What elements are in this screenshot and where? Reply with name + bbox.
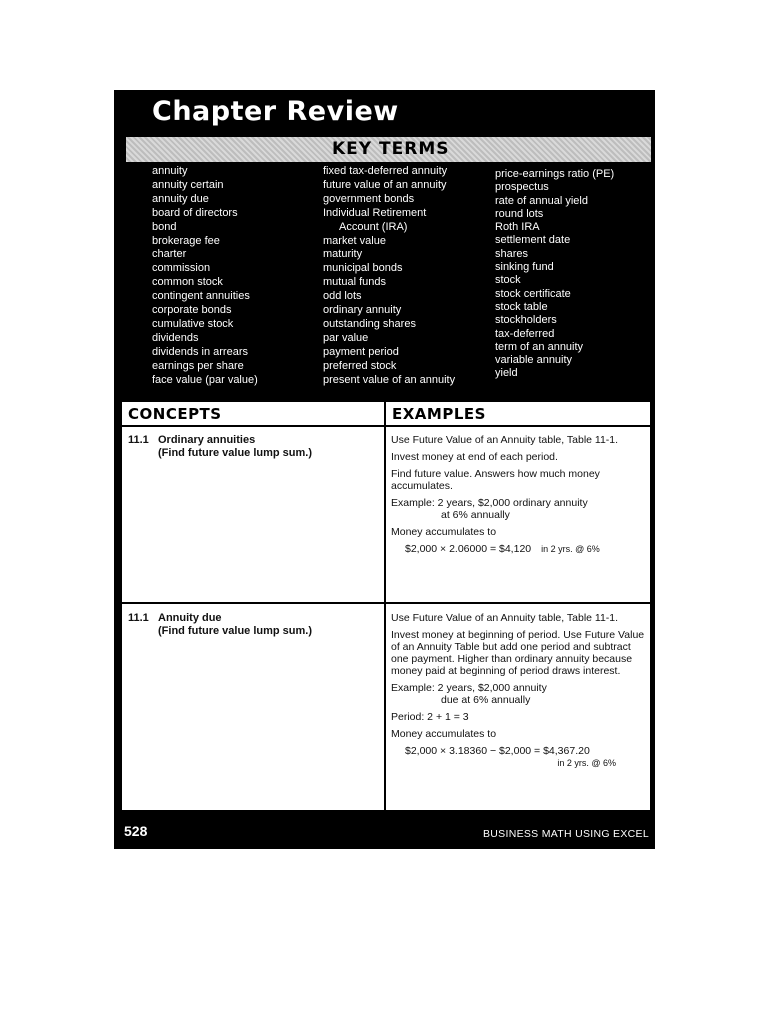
key-term: stock [495, 274, 521, 287]
concept-number: 11.1 [128, 612, 149, 624]
key-term: contingent annuities [152, 290, 250, 303]
key-term: Individual Retirement [323, 206, 427, 219]
key-term: stock table [495, 300, 548, 313]
concept-title: Ordinary annuities [158, 434, 256, 446]
key-term: market value [323, 234, 386, 247]
header-divider [122, 425, 650, 427]
concepts-examples-table [122, 402, 650, 810]
key-terms-column-3 [495, 168, 614, 381]
key-term: cumulative stock [152, 317, 234, 330]
concept-ordinary-annuities [128, 434, 312, 460]
key-term: maturity [323, 248, 363, 261]
calculation-formula: $2,000 × 2.06000 = $4,120 [405, 543, 532, 555]
key-term: stock certificate [495, 287, 571, 300]
key-term: sinking fund [495, 261, 554, 274]
example-calculation [391, 543, 646, 555]
book-title: BUSINESS MATH USING EXCEL [482, 828, 649, 840]
example-ordinary-annuities [391, 434, 646, 555]
key-term: odd lots [323, 290, 362, 303]
key-term: face value (par value) [152, 373, 258, 386]
key-term: government bonds [323, 192, 415, 205]
concepts-header: CONCEPTS [128, 405, 222, 423]
example-line: Use Future Value of an Annuity table, Table 11-1. [391, 434, 619, 446]
example-calculation: $2,000 × 3.18360 − $2,000 = $4,367.20 [405, 745, 590, 757]
key-term: prospectus [495, 181, 549, 194]
key-terms-banner [126, 137, 651, 162]
column-divider [384, 402, 386, 810]
key-term: charter [152, 248, 187, 261]
key-terms-title: KEY TERMS [332, 139, 450, 159]
key-term: round lots [495, 207, 544, 220]
key-term: commission [152, 262, 211, 275]
calculation-note: in 2 yrs. @ 6% [541, 544, 600, 554]
key-term: earnings per share [152, 359, 244, 372]
key-term: fixed tax-deferred annuity [323, 165, 448, 177]
key-term: dividends [152, 331, 199, 344]
key-term: dividends in arrears [152, 345, 248, 358]
key-term: corporate bonds [152, 304, 232, 317]
key-term: brokerage fee [152, 234, 220, 247]
key-term: payment period [323, 345, 399, 358]
key-term: Account (IRA) [339, 220, 408, 233]
key-term: common stock [152, 276, 223, 289]
key-term: outstanding shares [323, 317, 416, 330]
key-terms-column-2 [323, 165, 455, 388]
page-number: 528 [124, 823, 148, 839]
key-term: stockholders [495, 314, 557, 327]
example-line: Use Future Value of an Annuity table, Table 11-1. [391, 612, 619, 624]
key-term: mutual funds [323, 276, 386, 289]
key-term: yield [495, 367, 518, 380]
key-term: shares [495, 247, 529, 260]
key-term: price-earnings ratio (PE) [495, 168, 615, 180]
key-terms-column-1 [152, 165, 258, 388]
example-line: at 6% annually [441, 509, 510, 521]
row-divider [122, 602, 650, 604]
key-term: preferred stock [323, 359, 397, 372]
key-term: annuity [152, 165, 188, 177]
key-term: annuity certain [152, 178, 224, 191]
example-line: Find future value. Answers how much money accumulates. [391, 468, 600, 492]
calculation-note: in 2 yrs. @ 6% [557, 758, 616, 768]
key-term: par value [323, 331, 369, 344]
key-term: present value of an annuity [323, 373, 456, 386]
key-term: future value of an annuity [323, 178, 447, 191]
key-term: Roth IRA [495, 221, 540, 234]
concept-subtitle: (Find future value lump sum.) [158, 447, 313, 459]
example-line: Period: 2 + 1 = 3 [391, 711, 469, 723]
key-term: term of an annuity [495, 340, 584, 353]
example-line: due at 6% annually [441, 694, 531, 706]
key-term: annuity due [152, 192, 209, 205]
concept-annuity-due [128, 612, 312, 638]
concept-number: 11.1 [128, 434, 149, 446]
key-term: municipal bonds [323, 262, 403, 275]
key-term: ordinary annuity [323, 304, 402, 317]
key-term: variable annuity [495, 354, 573, 367]
example-line: Example: 2 years, $2,000 annuity [391, 682, 547, 694]
key-term: rate of annual yield [495, 194, 588, 207]
key-term: bond [152, 220, 177, 233]
example-line: Example: 2 years, $2,000 ordinary annuity [391, 497, 588, 509]
example-annuity-due [391, 612, 646, 769]
example-line: Money accumulates to [391, 728, 497, 740]
examples-header: EXAMPLES [392, 405, 486, 423]
concept-subtitle: (Find future value lump sum.) [158, 625, 313, 637]
example-line: Invest money at beginning of period. Use Future Value of an Annuity Table but add one period and subtract one payment. Higher than ordinary annuity because money paid at beginning of period draws interest. [391, 629, 645, 677]
concept-title: Annuity due [158, 612, 222, 624]
key-term: board of directors [152, 206, 238, 219]
page-frame [114, 90, 655, 849]
key-term: tax-deferred [495, 327, 555, 340]
key-term: settlement date [495, 234, 571, 247]
example-line: Invest money at end of each period. [391, 451, 558, 463]
example-line: Money accumulates to [391, 526, 497, 538]
chapter-title: Chapter Review [152, 96, 399, 127]
